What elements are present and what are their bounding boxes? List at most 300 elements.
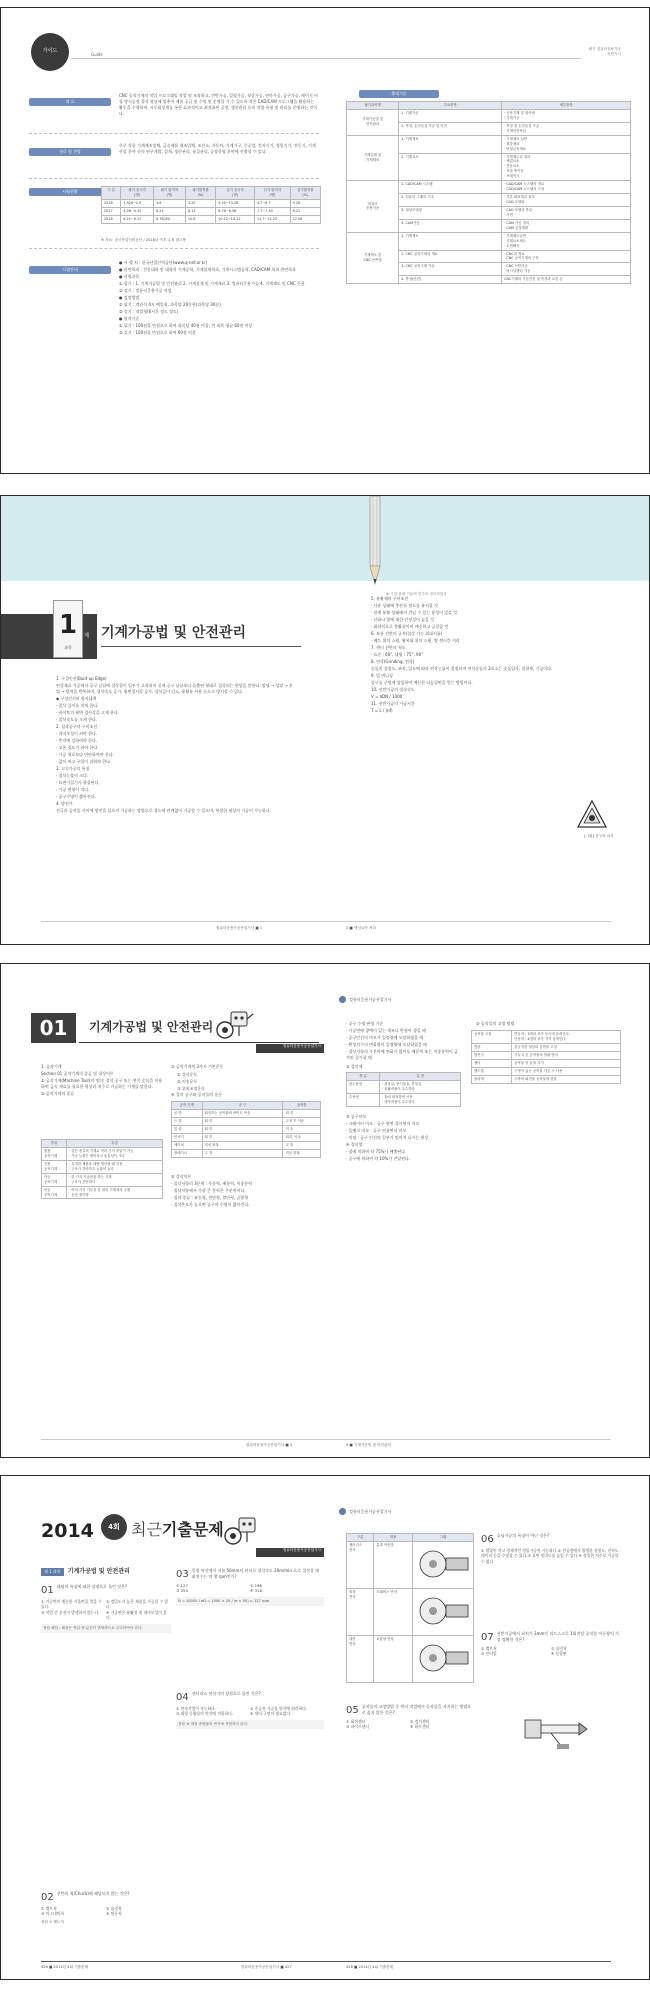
exam-info-item: ① 필기 : 1. 기계가공법 및 안전관리 2. 기계설계 및 기계재료 3. 컴퓨터응용가공 4. 기계제도 및 CNC 응용 bbox=[119, 281, 305, 286]
workholding-row bbox=[472, 1075, 621, 1083]
grinding-methods-table bbox=[346, 1533, 474, 1683]
table-cell: 6.78(45) bbox=[153, 215, 185, 223]
header-right-text: 컴퓨터응용가공산업기사 bbox=[349, 996, 392, 1002]
summary-top-note: ※ 시험 출제 기준에 맞추어 정리하였음 bbox=[386, 592, 447, 596]
question-options bbox=[346, 1719, 474, 1730]
divider bbox=[29, 133, 319, 134]
guide-badge-text: 가이드 bbox=[42, 48, 58, 55]
lathe-illustration bbox=[521, 1706, 591, 1751]
table-cell: 고 정 bbox=[283, 1141, 321, 1149]
chapter-number: 1 bbox=[58, 610, 78, 641]
tag-stats: 시험현황 bbox=[29, 188, 111, 196]
table-cell: 면판 bbox=[472, 1043, 512, 1051]
answer-option: ④ 318 bbox=[250, 1588, 262, 1593]
page-guide bbox=[0, 7, 650, 474]
main-item-cell: 3. 형상모델링 bbox=[399, 206, 502, 219]
summary-line: 연성재료 가공에서 공구 날끝에 절삭칩이 일부가 고착되어 실제 공구 날끝보다 돌출된 형태로 절삭되는 현상을 말한다. 발생 → 성장 → 분열 → 탈락을 반복하며, 절삭속도 증가, 윗면경사각 증가, 절삭깊이 감소, 윤활유 사용 등으로 방지할 수 있다. bbox=[56, 683, 293, 694]
summary-line: 5. 윤활제의 구비조건 bbox=[371, 596, 409, 601]
table-header-cell: 필기 응시자 (명) bbox=[121, 187, 154, 200]
divider bbox=[29, 248, 319, 249]
table-cell: 2016 bbox=[102, 199, 121, 207]
motion-item: ③ 위치조정운동 bbox=[177, 1086, 206, 1091]
summary-line: · 산화나 열에 대한 안정성이 높을 것 bbox=[371, 617, 434, 622]
main-item-cell: 3. CNC 공작기계 가공 bbox=[399, 263, 502, 276]
stats-row bbox=[102, 207, 321, 215]
answer-option: ① 회전센터 bbox=[346, 1718, 366, 1724]
table-cell: 3.8 bbox=[153, 199, 185, 207]
summary-line: · 공구수명이 짧아진다. bbox=[56, 794, 96, 799]
answer-option: ② 콜릿척 bbox=[106, 1905, 122, 1911]
grinding-drawing bbox=[415, 1590, 471, 1632]
table-cell: 외경 연삭 bbox=[347, 1588, 374, 1635]
divider bbox=[79, 1042, 319, 1043]
subject-name-cell: 기계가공법 및 안전관리 bbox=[347, 109, 399, 135]
pencil-icon bbox=[368, 496, 382, 586]
ch1-mid-items bbox=[177, 1072, 317, 1093]
summary-line: · 표준 : 60°, 대형 : 75°, 90° bbox=[371, 652, 424, 657]
subject-name-cell: 기계제도 및 CNC 공작법 bbox=[347, 232, 399, 284]
table-cell: 4.7~6.7 bbox=[254, 199, 290, 207]
table-cell: 드 릴 bbox=[172, 1117, 203, 1125]
grinding-row bbox=[347, 1541, 474, 1588]
answer-option: ③ 표면 정밀도를 높일 수 있다. bbox=[527, 1553, 579, 1559]
table-cell: 직선 왕복 bbox=[202, 1141, 283, 1149]
answer-option: ② 정지센터 bbox=[410, 1718, 430, 1724]
section-title: 기계가공법 및 안전관리 bbox=[67, 1568, 130, 1575]
tag-exam-info: 시험안내 bbox=[29, 266, 111, 274]
ch1-right-after bbox=[346, 1114, 461, 1163]
divider bbox=[41, 1961, 611, 1962]
formula: N = 1000V / πD = 1000 × 20 / (π × 50) ≈ 127 rpm bbox=[176, 1597, 324, 1606]
ch1-right-items bbox=[346, 1021, 461, 1062]
main-item-cell: 1. 기계제도 bbox=[399, 232, 502, 250]
workholding-row bbox=[472, 1043, 621, 1051]
workholding-row bbox=[472, 1059, 621, 1067]
detail-item-cell: · CNC 선반가공 · 머시닝센터 가공 bbox=[502, 263, 631, 276]
exam-info-list bbox=[119, 260, 319, 337]
answer-option: ④ 분할판 bbox=[551, 1651, 567, 1656]
table-cell: · 광물유, 동식물유, 혼성유 · 윤활작용이 우수하다 bbox=[380, 1080, 461, 1093]
section-line: · 절삭저항의 주분력에 변화가 없어도 배분력 또는 이송분력이 급격히 증가할 때 bbox=[346, 1049, 458, 1060]
dot-icon bbox=[339, 996, 346, 1003]
summary-line: 7. 센터 선반의 척도 bbox=[371, 645, 406, 650]
table-cell: 고정 후 이송 bbox=[283, 1117, 321, 1125]
workholding-row bbox=[472, 1051, 621, 1059]
answer-explanation: 정답 ① 벨트척 bbox=[41, 1919, 64, 1924]
detail-item-cell: · CAD/CAM 시스템의 개요 · CAD/CAM 시스템의 구성 bbox=[502, 181, 631, 194]
answer-option: ① 발열이 적고 경제적인 정밀가공이 가능하다. bbox=[481, 1547, 558, 1553]
subjects-table bbox=[346, 101, 631, 284]
page-past-exam bbox=[0, 1475, 650, 1980]
cutting-row bbox=[172, 1125, 321, 1133]
workholding-row bbox=[472, 1067, 621, 1075]
section-line: · 칩에 의하여 약 75%가 배출된다. bbox=[346, 1149, 407, 1154]
main-item-cell: 2. 컴퓨터 그래픽 기초 bbox=[399, 194, 502, 207]
table-cell: 6.76~6.06 bbox=[216, 207, 255, 215]
tag-career: 진로 및 전망 bbox=[29, 148, 111, 156]
summary-line: · 가공 재료보다 단단하여야 한다. bbox=[56, 752, 114, 757]
question-options bbox=[481, 1646, 621, 1657]
question-01 bbox=[41, 1584, 171, 1633]
motion-item: ① 절삭운동 bbox=[177, 1072, 198, 1077]
exam-info-item: ● 시험과목 bbox=[119, 274, 140, 279]
cutting-motion-table bbox=[171, 1101, 321, 1158]
table-header-cell: 구분 bbox=[347, 1534, 374, 1542]
answer-option: ① 벨트척 bbox=[41, 1905, 57, 1911]
workholding-table bbox=[471, 1030, 621, 1084]
tool-wear-figure bbox=[575, 798, 609, 832]
table-cell: 회 전 bbox=[283, 1109, 321, 1117]
ch1-left-intro bbox=[41, 1064, 163, 1098]
table-cell: 10.12~10.12 bbox=[216, 215, 255, 223]
summary-line: · 절삭 깊이를 작게 한다. bbox=[56, 703, 99, 708]
table-cell: · 특정한 제품을 대량 생산할 때 사용 · 구조가 간단하고 능률이 높다 bbox=[67, 1160, 163, 1173]
question-05 bbox=[346, 1704, 474, 1730]
question-text: 호닝가공의 특징이 아닌 것은? bbox=[496, 1533, 550, 1538]
robot-illustration bbox=[221, 1510, 263, 1546]
detail-item-cell: · 측정 및 손다듬질 가공 · 기계안전작업 bbox=[502, 122, 631, 135]
section-line: · 치핑 : 공구 인선의 일부가 떨어져 나가는 현상 bbox=[346, 1135, 429, 1140]
summary-top-band bbox=[1, 496, 650, 581]
cutting-row bbox=[172, 1141, 321, 1149]
table-header-cell: 공작 기계 bbox=[172, 1102, 203, 1110]
detail-item-cell: · CAD 모델의 종류 · 곡면 bbox=[502, 206, 631, 219]
summary-line: 6. 보통 선반의 규격(절삭 가능 최대지름) bbox=[371, 631, 443, 636]
summary-line: · 바이트의 윗면 경사각을 크게 한다. bbox=[56, 710, 119, 715]
table-cell: 불규칙한 형상의 공작물 고정 bbox=[512, 1043, 621, 1051]
exam-info-item: ● 합격기준 bbox=[119, 316, 140, 321]
exam-round-badge bbox=[101, 1514, 127, 1540]
summary-line: ◆ 구성인선의 방지대책 bbox=[56, 696, 97, 701]
table-cell: 회 전 bbox=[202, 1117, 283, 1125]
summary-line: · 한계 윤활 상태에서 견딜 수 있는 유성이 있을 것 bbox=[371, 610, 458, 615]
answer-option: ① 벨트척 bbox=[481, 1645, 497, 1651]
question-02 bbox=[41, 1891, 171, 1925]
table-cell: 센터리스 연삭 bbox=[347, 1541, 374, 1588]
table-cell: 가늘고 긴 공작물의 떨림 방지 bbox=[512, 1051, 621, 1059]
stats-row bbox=[102, 199, 321, 207]
guide-badge-sub: Guide bbox=[91, 52, 103, 57]
summary-line: · 가공 변형이 작다. bbox=[56, 787, 90, 792]
guide-header-line bbox=[71, 58, 581, 59]
ch1-far-right-title: ③ 공작물의 고정 방법 bbox=[476, 1021, 515, 1026]
detail-item-cell: · CAM 가공 정의 · CAM 공정계획 bbox=[502, 219, 631, 232]
table-cell: 2018 bbox=[102, 215, 121, 223]
summary-line: 숫돌의 결합도, 조직, 입도에 따라 연삭능률이 결정되며 연삭숫돌의 3요소는 숫돌입자, 결합제, 기공이다. bbox=[371, 666, 553, 671]
question-text: 선반가공에서 피치가 3mm인 리드스크루 1회전당 공작물 이동량이 가장 정확한 것은? bbox=[496, 1631, 619, 1642]
summary-line: 11. 선반가공의 가공시간 bbox=[371, 701, 415, 706]
detail-item-cell: · 공작기계 및 절삭제 · 기계가공 bbox=[502, 109, 631, 122]
detail-item-cell: · 기계재료 일반 · 철강재료 · 비철금속재료 bbox=[502, 135, 631, 153]
table-cell: 12.08 bbox=[290, 215, 320, 223]
question-options bbox=[176, 1583, 324, 1594]
table-header-cell: 특징 bbox=[67, 1140, 163, 1148]
table-cell: · 같은 종류의 기계로 여러 가지 작업이 가능 · 가공 능률은 떨어지나 융통성이 크다 bbox=[67, 1147, 163, 1160]
table-header-cell: 종 류 bbox=[347, 1073, 380, 1081]
section-line: · 절삭저항의 3분력 : 주분력, 배분력, 이송분력 bbox=[171, 1181, 253, 1186]
grinding-drawing bbox=[415, 1543, 471, 1585]
table-cell: 3.20 bbox=[185, 199, 215, 207]
table-cell: 불수용성 bbox=[347, 1080, 380, 1093]
table-header-cell: 실기 응시자 (명) bbox=[216, 187, 255, 200]
main-item-cell: 1. CAD/CAM 시스템 bbox=[399, 181, 502, 194]
question-options bbox=[41, 1906, 171, 1917]
exam-info-item: ② 실기 : 작업형(6시간 정도 정도) bbox=[119, 309, 179, 314]
question-number: 04 bbox=[176, 1692, 189, 1703]
stats-table bbox=[101, 186, 321, 224]
table-cell: 밀 링 bbox=[172, 1125, 203, 1133]
divider bbox=[29, 178, 319, 179]
chapter-number-card bbox=[53, 600, 83, 658]
summary-line: · 값이 싸고 구입이 쉬워야 한다. bbox=[56, 759, 112, 764]
table-header-cell: 필기 합격자 (명) bbox=[153, 187, 185, 200]
table-cell: 6.21 bbox=[153, 207, 185, 215]
answer-option: ④ 가공면은 윤활성 및 내마모성이 좋다. bbox=[106, 1609, 167, 1620]
answer-explanation: 정답 해설 : 래핑은 작업 중 분진이 발생하므로 주의하여야 한다. bbox=[41, 1624, 171, 1633]
exam-info-item: ② 실기 : 100점을 만점으로 하여 60점 이상 bbox=[119, 330, 196, 335]
workholding-row bbox=[472, 1031, 621, 1044]
table-cell: 8.21 bbox=[290, 207, 320, 215]
table-cell: 회 전 bbox=[202, 1125, 283, 1133]
section-line: · 칩의 종류 : 유동형, 전단형, 열단형, 균열형 bbox=[171, 1195, 249, 1200]
table-cell: 돌리개 bbox=[472, 1075, 512, 1083]
dot-icon bbox=[339, 1508, 346, 1515]
subject-name-cell: 기계설계 및 기계재료 bbox=[347, 135, 399, 181]
table-cell: 회전하는 공작물에 바이트 이송 bbox=[202, 1109, 283, 1117]
table-cell: · 한 가지 가공만을 하는 기계 · 구조가 간단하다 bbox=[67, 1173, 163, 1186]
main-item-cell: 2. 측정, 손다듬질 가공 및 안전 bbox=[399, 122, 502, 135]
table-cell: 2017 bbox=[102, 207, 121, 215]
header-right-text: 컴퓨터응용가공산업기사 bbox=[349, 1508, 392, 1514]
table-cell: 연삭기 bbox=[172, 1133, 203, 1141]
table-header-cell: 특 징 bbox=[380, 1073, 461, 1081]
divider bbox=[101, 646, 301, 647]
table-cell: 범용 공작기계 bbox=[42, 1147, 67, 1160]
ch1-r-table-title: ② 절삭제 bbox=[346, 1064, 363, 1069]
table-cell: 1,920~2.5 bbox=[121, 199, 154, 207]
detail-item-cell: · 기계제도의 정의 · 체결요소 · 전동요소 · 축과 축이음 · 브레이크 bbox=[502, 153, 631, 181]
table-cell: 센터 bbox=[472, 1059, 512, 1067]
table-cell: 이 송 bbox=[283, 1125, 321, 1133]
table-cell: · 물에 희석하여 사용 · 냉각작용이 우수하다 bbox=[380, 1093, 461, 1106]
exam-title bbox=[131, 1518, 224, 1541]
question-number: 03 bbox=[176, 1569, 189, 1580]
summary-left-col bbox=[56, 676, 296, 815]
table-cell: 트래버스 연삭 bbox=[374, 1588, 413, 1635]
table-header-cell: 그림 bbox=[413, 1534, 474, 1542]
subject-row bbox=[347, 109, 631, 122]
section-line: ① 공작기계(Machine Tool)의 정의: 절삭 공구 또는 연삭 숫돌을 이용하여 금속 재료를 필요한 형상과 치수로 가공하는 기계를 말한다. bbox=[41, 1078, 163, 1089]
cutting-fluid-table bbox=[346, 1072, 461, 1107]
page-summary bbox=[0, 495, 650, 945]
main-item-cell: 4. CAM가공 bbox=[399, 219, 502, 232]
chapter-title: 기계가공법 및 안전관리 bbox=[89, 1020, 214, 1034]
answer-option: ④ 센터 구멍이 필요없다. bbox=[250, 1711, 292, 1716]
summary-line: 10. 선반가공의 절삭속도 bbox=[371, 687, 415, 692]
summary-line: 강구를 구멍에 압입하여 매끈한 다듬질면을 얻는 방법이다. bbox=[371, 680, 473, 685]
summary-line: 2. 절삭공구의 구비조건 bbox=[56, 724, 98, 729]
grinding-drawing bbox=[415, 1637, 471, 1679]
cutting-row bbox=[172, 1117, 321, 1125]
summary-line: · 화학적으로 불활성이며 깨끗하고 균질할 것 bbox=[371, 624, 449, 629]
table-header-cell: 구 분 bbox=[102, 187, 121, 200]
answer-option: ① 가공면이 매끈한 거울면을 얻을 수 있다. bbox=[41, 1598, 102, 1609]
answer-explanation: 정답 ③ 대형 중량물의 연삭에 적합하지 않다. bbox=[176, 1720, 324, 1729]
answer-option: ② 중공의 가공물 연삭에 편리하다. bbox=[250, 1705, 308, 1711]
detail-item-cell: CNC기계의 기본안전 및 측정과 보전 등 bbox=[502, 276, 631, 284]
section-line: ④ 절삭열 bbox=[346, 1142, 363, 1147]
table-cell: 플레이너 bbox=[172, 1149, 203, 1157]
summary-line: 3. 고속가공의 특징 bbox=[56, 766, 90, 771]
section-line: · 공구에 의하여 약 10%가 전달된다. bbox=[346, 1156, 411, 1161]
ch1-cut-title: ④ 절삭 공구와 공작물의 운동 bbox=[171, 1092, 223, 1097]
question-03 bbox=[176, 1568, 324, 1606]
question-text: 선반의 척(Chuck)에 해당되지 않는 것은? bbox=[56, 1891, 130, 1896]
table-cell: 선 반 bbox=[172, 1109, 203, 1117]
answer-option: ① 127 bbox=[176, 1582, 188, 1588]
exam-year: 2014 bbox=[41, 1520, 94, 1542]
table-header-cell: 공 구 bbox=[202, 1102, 283, 1110]
footer-right: 2 ■ 핵심요약 정리 bbox=[346, 926, 376, 930]
section-line: · 공구 수명 판정 기준 bbox=[346, 1021, 384, 1026]
exam-round: 4회 bbox=[108, 1522, 120, 1531]
answer-option: ③ 인터벌 bbox=[481, 1651, 497, 1656]
machine-types-table bbox=[41, 1139, 163, 1199]
table-cell: 만능 공작기계 bbox=[42, 1186, 67, 1199]
career-text: 주로 각종 기계제조업체, 금속제품 제조업체, 조선소, 자동차, 기계기구, 중공업, 전자기기, 정밀기기, 전동기, 기계산업 분야 등의 연구개발, 설계, 생산관리, 품질관리, 공장운영 분야에 진출할 수 있다. bbox=[119, 143, 316, 154]
summary-line: · 절삭속도를 크게 한다. bbox=[56, 717, 98, 722]
question-04 bbox=[176, 1691, 324, 1729]
main-item-cell: 1. 기계재료 bbox=[399, 135, 502, 153]
question-options bbox=[481, 1548, 621, 1565]
exam-info-item: ① 필기 : 객관식 4지 택일형, 과목당 20문항(과목당 30분) bbox=[119, 302, 221, 307]
summary-line: · 표면거칠기가 향상된다. bbox=[56, 780, 100, 785]
question-text: 밀링 머신에서 지름 50mm의 커터로 절삭속도 20m/min 으로 절삭할 때 회전수는 약 몇 rpm인가? bbox=[191, 1568, 319, 1579]
table-cell: 공작물 양 끝을 지지 bbox=[512, 1059, 621, 1067]
grinding-row bbox=[347, 1635, 474, 1682]
section-line: · 플랭크 마모 : 공구 여유면의 마모 bbox=[346, 1128, 407, 1133]
table-cell: 고 정 bbox=[202, 1149, 283, 1157]
question-07 bbox=[481, 1631, 621, 1657]
stats-note: ※ 자료: 한국산업인력공단 / 2018년 이후 수치 참고용 bbox=[101, 238, 187, 242]
section-line: · 절삭저항에서 가장 큰 분력은 주분력이다. bbox=[171, 1188, 246, 1193]
table-cell: 회전, 이송 bbox=[283, 1133, 321, 1141]
table-header-cell: 필기합격률 (%) bbox=[185, 187, 215, 200]
main-item-cell: 2. CNC 공작기계의 개요 bbox=[399, 250, 502, 263]
summary-line: 8. 연삭(Grinding, 연삭) bbox=[371, 659, 415, 664]
summary-line: · 충격에 강하여야 한다. bbox=[56, 738, 98, 743]
cutting-row bbox=[172, 1133, 321, 1141]
table-cell: · 여러 가지 기능을 한 대의 기계에서 수행 · 공간 절약형 bbox=[67, 1186, 163, 1199]
main-item-cell: 2. 기계요소 bbox=[399, 153, 502, 181]
guide-header-right: 필기 컴퓨터응용가공 선반기사 bbox=[588, 47, 621, 57]
footer-left: 426 ■ 2014년 4회 기출문제 bbox=[41, 1965, 89, 1969]
cutting-row bbox=[172, 1109, 321, 1117]
table-cell: 3.28 bbox=[290, 199, 320, 207]
section-line: · 공구인선의 마모가 일정량에 도달하였을 때 bbox=[346, 1035, 424, 1040]
summary-line: 4. 방전가 bbox=[56, 801, 73, 806]
summary-line: V = πDN / 1000 bbox=[371, 694, 403, 699]
table-cell: 단능 공작기계 bbox=[42, 1173, 67, 1186]
exam-info-item: ① 필기 : 100점을 만점으로 하여 과목당 40점 이상, 전 과목 평균 60점 이상 bbox=[119, 323, 253, 328]
table-cell: 구멍이 있는 공작물 가공 시 사용 bbox=[512, 1067, 621, 1075]
table-cell: 공작물 고정 bbox=[472, 1031, 512, 1044]
question-text: 래핑의 특징에 대한 설명으로 틀린 것은? bbox=[56, 1584, 128, 1589]
divider bbox=[41, 1439, 611, 1440]
table-header-cell: 필기과목명 bbox=[347, 102, 399, 110]
section-line: ⑤ 절삭이론 bbox=[171, 1174, 192, 1179]
summary-line: 1. 구성인선(Built-up Edge) bbox=[56, 676, 107, 681]
page-chapter-01 bbox=[0, 963, 650, 1458]
main-item-cell: 1. 기계가공 bbox=[399, 109, 502, 122]
answer-option: ③ 254 bbox=[176, 1588, 188, 1593]
table-cell: 보통형 연삭 bbox=[374, 1635, 413, 1682]
drawing-cell bbox=[413, 1541, 474, 1588]
question-number: 06 bbox=[481, 1534, 494, 1545]
exam-title-b: 기출문제 bbox=[161, 1520, 224, 1539]
fluid-row bbox=[347, 1080, 461, 1093]
table-cell: 방진구 bbox=[472, 1051, 512, 1059]
overview-text: CNC 공작기계의 작업 프로그래밍 작업 및 조작하고, 전반가공, 밀링가공, 형상가공, 연마가공, 공구가공, 레이저 비톨 방식공정 절삭 형상에 맞추어 제품 공급 및 수익 및 운영할 가 수 있도록 작은 CAD/CAM 프로그램을 활용하는 활동을 수행하며, 자동화설계를 통한 효과적이고 최적화된 공정, 생산관리 등의 작업 유형 및 관리를 운영하는 것이다. bbox=[119, 93, 318, 116]
ch1-mid-title: ③ 공작기계의 3가지 기본운동 bbox=[171, 1064, 224, 1069]
machine-row bbox=[42, 1173, 163, 1186]
table-cell: 3.20~13.28 bbox=[216, 199, 255, 207]
section-line: ③ 공구마모 bbox=[346, 1114, 367, 1119]
section-line: · 절삭온도가 높으면 공구의 수명이 짧아진다. bbox=[171, 1202, 250, 1207]
answer-option: ④ 정밀한 치수로 가공할 수 없다. bbox=[481, 1553, 619, 1565]
summary-line: 9. 빌 버니싱 bbox=[371, 673, 393, 678]
answer-option: ③ 마그네틱척 bbox=[41, 1911, 64, 1916]
answer-option: ② 전공정에서 발생한 진원도, 진직도, 테이퍼 등을 수정할 수 있다. bbox=[481, 1547, 620, 1559]
table-header-cell: 주요항목 bbox=[399, 102, 502, 110]
footer-right: 4 ■ 기계가공법 및 안전관리 bbox=[346, 1443, 391, 1447]
question-number: 02 bbox=[41, 1892, 54, 1903]
table-cell: 직선 왕복 bbox=[283, 1149, 321, 1157]
section-line: 1. 공작기계 bbox=[41, 1064, 62, 1069]
exam-info-item: ● 검정방법 bbox=[119, 295, 140, 300]
drawing-cell bbox=[413, 1588, 474, 1635]
summary-line: T = L / (nf) bbox=[371, 708, 393, 713]
table-cell: 맨드릴 bbox=[472, 1067, 512, 1075]
question-options bbox=[41, 1599, 171, 1621]
table-cell: 수용성 bbox=[347, 1093, 380, 1106]
table-cell: 4.28~4.32 bbox=[121, 207, 154, 215]
summary-line: 전극과 공작물 사이에 방전을 일으켜 가공하는 방법으로 경도에 관계없이 가공할 수 있으며, 복잡한 형상의 가공이 가능하다. bbox=[56, 808, 271, 813]
chapter-num: 01 bbox=[39, 1015, 68, 1040]
summary-line: · 고온 경도가 커야 한다. bbox=[56, 745, 99, 750]
exam-info-item: ● 시 행 처 : 한국산업인력공단(www.q-net.or.kr) bbox=[119, 260, 208, 265]
question-text: 공작물의 고정방법 중 센터 작업에서 공작물을 지지하는 방법으로 옳지 않은 것은? bbox=[361, 1704, 472, 1715]
footer-left: 컴퓨터응용가공산업기사 ■ 3 bbox=[246, 1443, 293, 1447]
section-tag-label: 제 1 과목 bbox=[41, 1568, 64, 1576]
robot-illustration bbox=[213, 1004, 255, 1040]
chapter-suffix: 과목 bbox=[64, 644, 72, 650]
tag-subjects: 출제기준 bbox=[359, 90, 439, 98]
footer-left: 컴퓨터응용가공산업기사 ■ 1 bbox=[216, 926, 263, 930]
subject-row bbox=[347, 135, 631, 153]
table-header-cell: 공작물 bbox=[283, 1102, 321, 1110]
section-line: · 완성치수의 변화량이 일정량에 도달하였을 때 bbox=[346, 1042, 428, 1047]
subject-row bbox=[347, 232, 631, 250]
subject-row bbox=[347, 181, 631, 194]
table-cell: 6.21~6.37 bbox=[121, 215, 154, 223]
question-options bbox=[176, 1706, 324, 1717]
table-cell: 회 전 bbox=[202, 1133, 283, 1141]
subject-name-cell: 컴퓨터 응용가공 bbox=[347, 181, 399, 233]
answer-option: ④ 연동척 bbox=[106, 1911, 122, 1916]
answer-option: ④ 하프센터 bbox=[410, 1724, 430, 1729]
summary-line: · 내마모성이 커야 한다. bbox=[56, 731, 98, 736]
